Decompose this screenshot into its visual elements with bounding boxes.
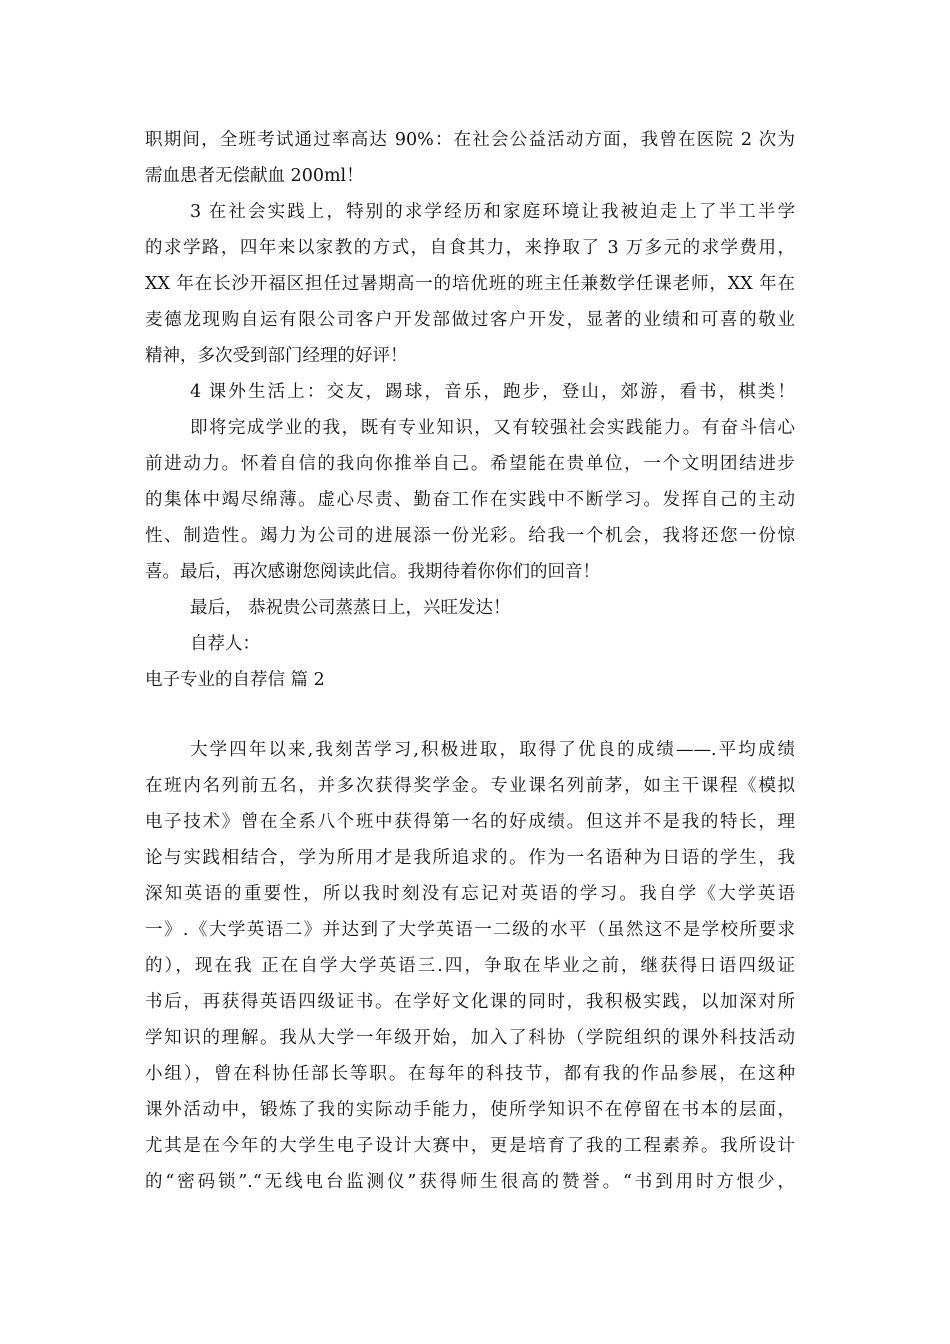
text-line: 论与实践相结合，学为所用才是我所追求的。作为一名语种为日语的学生，我 [145,848,795,868]
text-line: 的），现在我 正在自学大学英语三.四，争取在毕业之前，继获得日语四级证 [145,956,795,976]
text-line: 的集体中竭尽绵薄。虚心尽责、勤奋工作在实践中不断学习。发挥自己的主动 [145,490,795,510]
text-line: 小组），曾在科协任部长等职。在每年的科技节，都有我的作品参展，在这种 [145,1064,795,1084]
text-line: 需血患者无偿献血 200ml！ [145,166,364,186]
text-line: 3 在社会实践上，特别的求学经历和家庭环境让我被迫走上了半工半学 [190,202,795,222]
text-line: 前进动力。怀着自信的我向你推举自己。希望能在贵单位，一个文明团结进步 [145,454,795,474]
text-line: 即将完成学业的我，既有专业知识，又有较强社会实践能力。有奋斗信心 [190,418,795,438]
text-line: 麦德龙现购自运有限公司客户开发部做过客户开发，显著的业绩和可喜的敬业 [145,310,795,330]
text-line: 书后，再获得英语四级证书。在学好文化课的同时，我积极实践，以加深对所 [145,992,795,1012]
text-line: 大学四年以来,我刻苦学习,积极进取，取得了优良的成绩——.平均成绩 [190,740,795,760]
text-line: 最后， 恭祝贵公司蒸蒸日上，兴旺发达！ [190,598,511,618]
text-line: 性、制造性。竭力为公司的进展添一份光彩。给我一个机会，我将还您一份惊 [145,526,795,546]
section-heading: 电子专业的自荐信 篇 2 [145,670,325,690]
text-line: 一》.《大学英语二》并达到了大学英语一二级的水平（虽然这不是学校所要求 [145,920,795,940]
text-line: 尤其是在今年的大学生电子设计大赛中，更是培育了我的工程素养。我所设计 [145,1136,795,1156]
text-line: 在班内名列前五名，并多次获得奖学金。专业课名列前茅，如主干课程《模拟 [145,776,795,796]
text-line: 4 课外生活上：交友，踢球，音乐，跑步，登山，郊游，看书，棋类！ [190,382,795,402]
text-line: 精神，多次受到部门经理的好评！ [145,346,408,366]
signature-label: 自荐人： [190,634,260,654]
text-line: 的求学路，四年来以家教的方式，自食其力，来挣取了 3 万多元的求学费用， [145,238,795,258]
text-line: XX 年在长沙开福区担任过暑期高一的培优班的班主任兼数学任课老师，XX 年在 [145,274,795,294]
text-line: 学知识的理解。我从大学一年级开始，加入了科协（学院组织的课外科技活动 [145,1028,795,1048]
text-line: 职期间，全班考试通过率高达 90%：在社会公益活动方面，我曾在医院 2 次为 [145,130,795,150]
text-line: 电子技术》曾在全系八个班中获得第一名的好成绩。但这并不是我的特长，理 [145,812,795,832]
text-line: 课外活动中，锻炼了我的实际动手能力，使所学知识不在停留在书本的层面， [145,1100,795,1120]
text-line: 深知英语的重要性，所以我时刻没有忘记对英语的学习。我自学《大学英语 [145,884,795,904]
text-line: 的“密码锁”.“无线电台监测仪”获得师生很高的赞誉。“书到用时方恨少， [145,1172,795,1192]
text-line: 喜。最后，再次感谢您阅读此信。我期待着你你们的回音！ [145,562,600,582]
